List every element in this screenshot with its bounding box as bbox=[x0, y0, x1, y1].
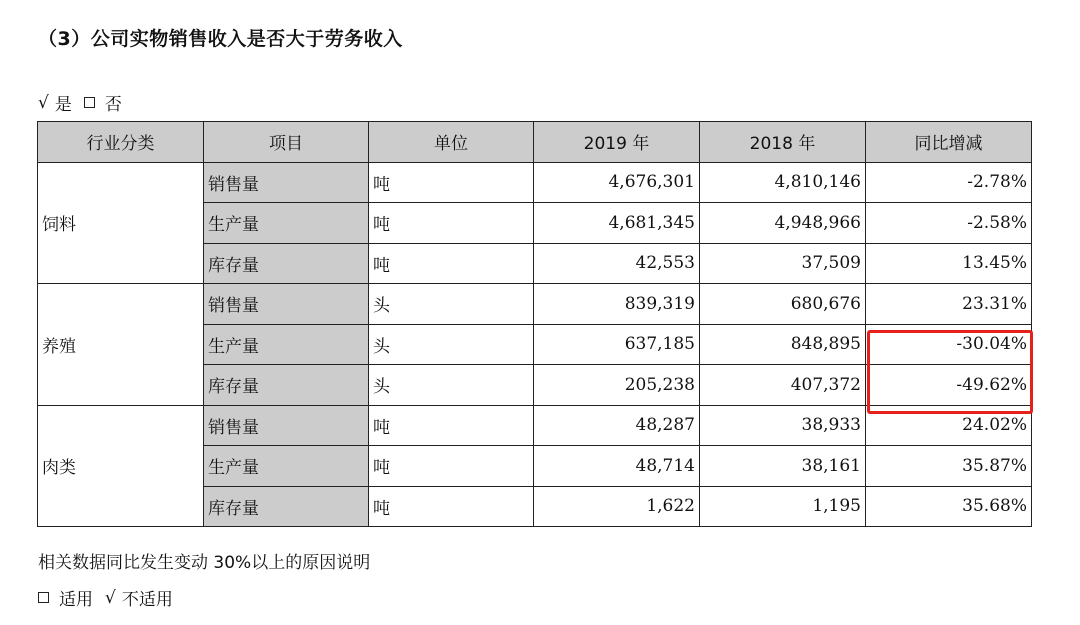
change-cell: 35.87% bbox=[866, 446, 1032, 487]
unit-cell: 吨 bbox=[369, 486, 534, 527]
header-2018: 2018 年 bbox=[700, 122, 866, 163]
value-2018-cell: 680,676 bbox=[700, 284, 866, 325]
item-cell: 库存量 bbox=[204, 486, 369, 527]
header-item: 项目 bbox=[204, 122, 369, 163]
change-cell: 13.45% bbox=[866, 243, 1032, 284]
value-2018-cell: 38,161 bbox=[700, 446, 866, 487]
value-2019-cell: 42,553 bbox=[534, 243, 700, 284]
unit-cell: 吨 bbox=[369, 446, 534, 487]
table-row bbox=[38, 405, 1032, 446]
value-2018-cell: 4,810,146 bbox=[700, 162, 866, 203]
check-mark: √ bbox=[38, 92, 49, 113]
item-cell: 销售量 bbox=[204, 284, 369, 325]
value-2019-cell: 48,287 bbox=[534, 405, 700, 446]
change-cell: -2.78% bbox=[866, 162, 1032, 203]
value-2018-cell: 37,509 bbox=[700, 243, 866, 284]
value-2018-cell: 4,948,966 bbox=[700, 203, 866, 244]
item-cell: 生产量 bbox=[204, 203, 369, 244]
unit-cell: 吨 bbox=[369, 405, 534, 446]
item-cell: 库存量 bbox=[204, 243, 369, 284]
not-applicable-label: 不适用 bbox=[121, 590, 173, 610]
header-change: 同比增减 bbox=[866, 122, 1032, 163]
empty-checkbox-icon bbox=[84, 97, 95, 108]
change-cell: 23.31% bbox=[866, 284, 1032, 325]
category-cell: 饲料 bbox=[38, 162, 204, 284]
yes-no-choice bbox=[38, 90, 122, 115]
unit-cell: 吨 bbox=[369, 203, 534, 244]
item-cell: 生产量 bbox=[204, 446, 369, 487]
unit-cell: 吨 bbox=[369, 162, 534, 203]
production-sales-table bbox=[37, 121, 1032, 527]
header-category: 行业分类 bbox=[38, 122, 204, 163]
value-2019-cell: 637,185 bbox=[534, 324, 700, 365]
item-cell: 库存量 bbox=[204, 365, 369, 406]
applicability-choice bbox=[38, 585, 173, 610]
section-heading: （3）公司实物销售收入是否大于劳务收入 bbox=[38, 28, 403, 50]
value-2018-cell: 38,933 bbox=[700, 405, 866, 446]
header-2019: 2019 年 bbox=[534, 122, 700, 163]
unit-cell: 头 bbox=[369, 284, 534, 325]
category-cell: 肉类 bbox=[38, 405, 204, 527]
yes-label: 是 bbox=[54, 95, 72, 115]
item-cell: 生产量 bbox=[204, 324, 369, 365]
value-2019-cell: 4,681,345 bbox=[534, 203, 700, 244]
unit-cell: 头 bbox=[369, 365, 534, 406]
table-row bbox=[38, 162, 1032, 203]
item-cell: 销售量 bbox=[204, 162, 369, 203]
unit-cell: 头 bbox=[369, 324, 534, 365]
value-2019-cell: 839,319 bbox=[534, 284, 700, 325]
no-label: 否 bbox=[104, 95, 122, 115]
check-mark: √ bbox=[105, 587, 116, 608]
value-2019-cell: 48,714 bbox=[534, 446, 700, 487]
value-2018-cell: 848,895 bbox=[700, 324, 866, 365]
value-2018-cell: 1,195 bbox=[700, 486, 866, 527]
category-cell: 养殖 bbox=[38, 284, 204, 406]
value-2018-cell: 407,372 bbox=[700, 365, 866, 406]
change-cell: -49.62% bbox=[866, 365, 1032, 406]
item-cell: 销售量 bbox=[204, 405, 369, 446]
table-row bbox=[38, 284, 1032, 325]
change-reason-note: 相关数据同比发生变动 30%以上的原因说明 bbox=[38, 553, 371, 573]
change-cell: 35.68% bbox=[866, 486, 1032, 527]
value-2019-cell: 1,622 bbox=[534, 486, 700, 527]
applicable-label: 适用 bbox=[59, 590, 93, 610]
empty-checkbox-icon bbox=[38, 592, 49, 603]
value-2019-cell: 4,676,301 bbox=[534, 162, 700, 203]
value-2019-cell: 205,238 bbox=[534, 365, 700, 406]
change-cell: 24.02% bbox=[866, 405, 1032, 446]
unit-cell: 吨 bbox=[369, 243, 534, 284]
change-cell: -2.58% bbox=[866, 203, 1032, 244]
table-header-row bbox=[38, 122, 1032, 163]
change-cell: -30.04% bbox=[866, 324, 1032, 365]
header-unit: 单位 bbox=[369, 122, 534, 163]
